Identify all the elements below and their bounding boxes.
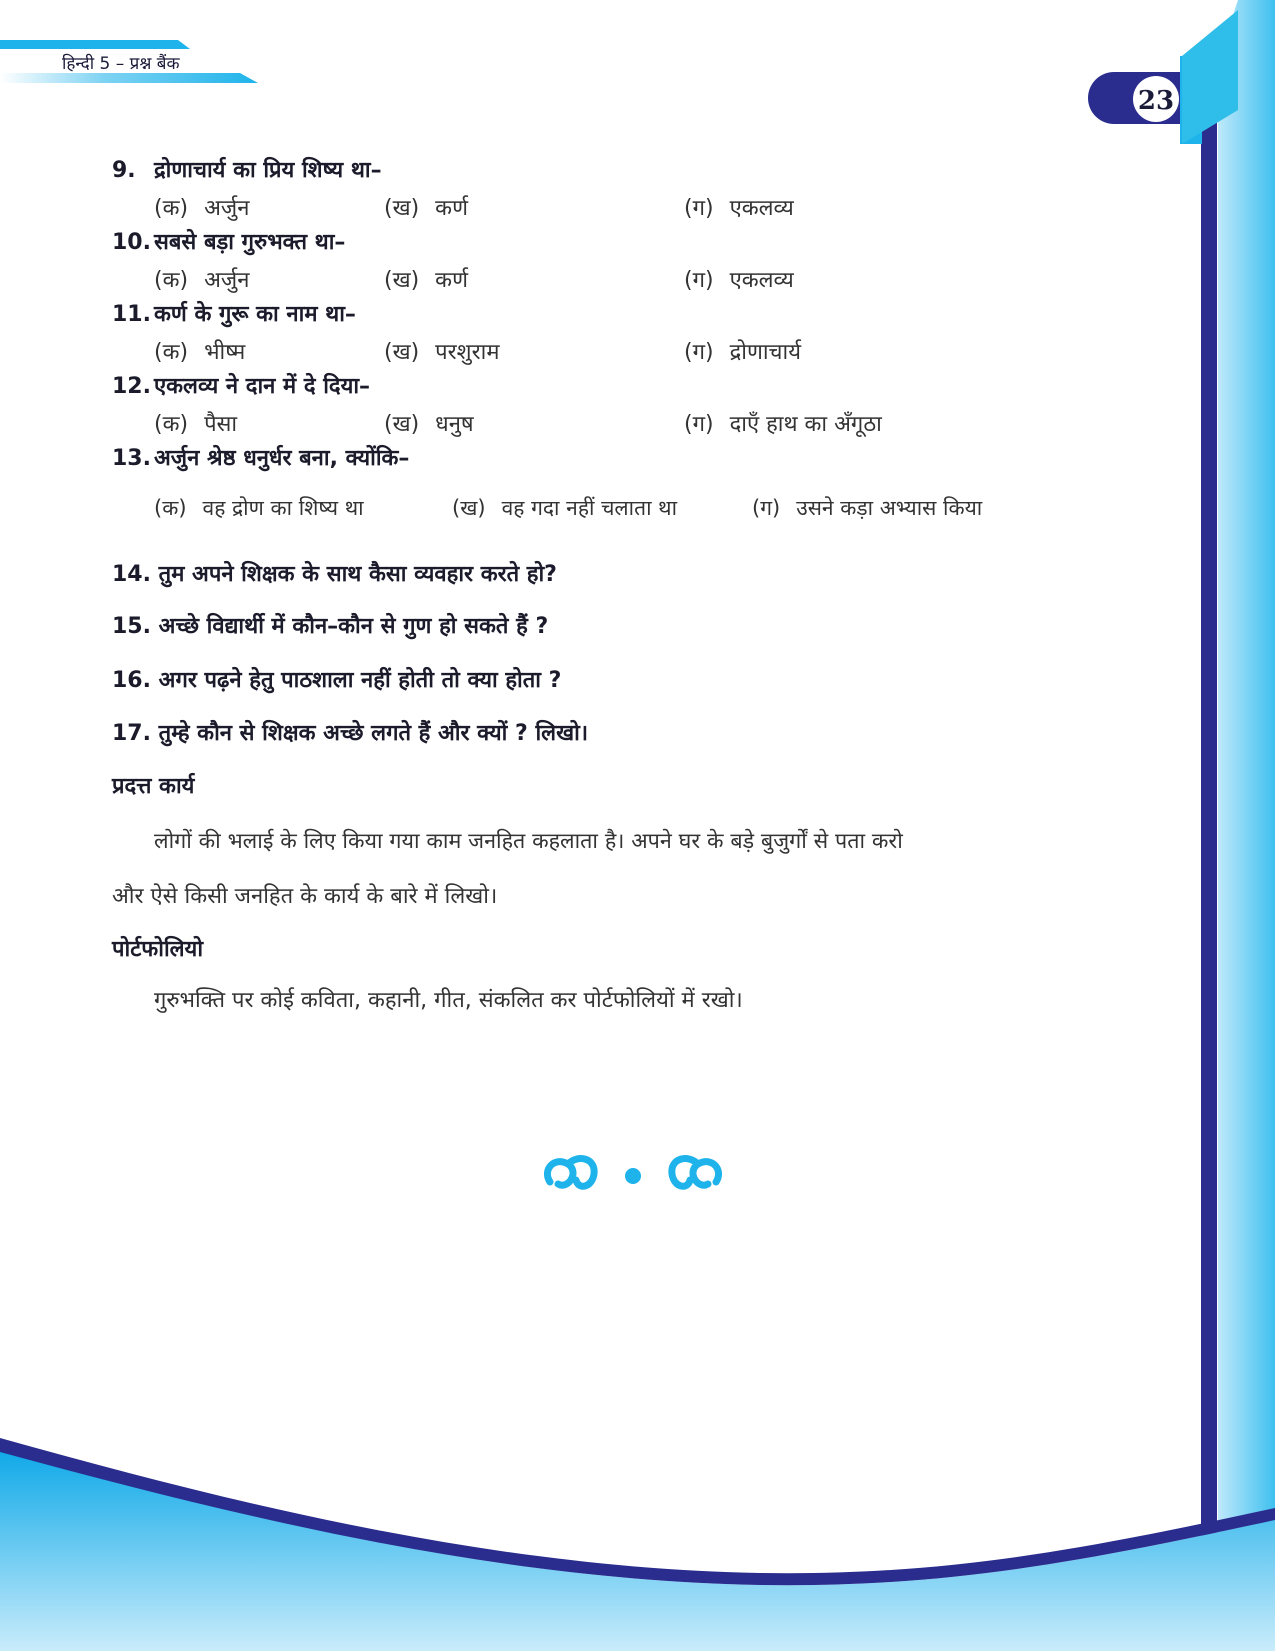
question-16	[112, 654, 1172, 708]
question-text: तुम्हे कौन से शिक्षक अच्छे लगते हैं और क्यों ? लिखो।	[158, 721, 589, 746]
question-text: तुम अपने शिक्षक के साथ कैसा व्यवहार करते हो?	[158, 562, 557, 587]
option-text: धनुष	[435, 412, 474, 437]
question-14	[112, 550, 1172, 600]
question-text: एकलव्य ने दान में दे दिया–	[154, 374, 371, 399]
option-a	[154, 192, 249, 222]
option-text: अर्जुन	[204, 196, 250, 221]
option-text: अर्जुन	[204, 268, 250, 293]
options-12	[112, 402, 1172, 444]
option-tag: (क)	[154, 268, 189, 293]
option-text: कर्ण	[435, 196, 468, 221]
question-text: अर्जुन श्रेष्ठ धनुर्धर बना, क्योंकि–	[154, 446, 410, 471]
option-c	[752, 494, 982, 522]
question-11	[112, 300, 1172, 330]
option-b	[452, 494, 677, 522]
option-b	[384, 192, 468, 222]
option-text: वह द्रोण का शिष्य था	[202, 496, 364, 520]
question-13	[112, 444, 1172, 474]
option-tag: (ख)	[384, 340, 420, 365]
page-number: 23	[1137, 86, 1175, 116]
option-text: भीष्म	[204, 340, 246, 365]
question-number: 16.	[112, 668, 151, 693]
option-tag: (ख)	[384, 268, 420, 293]
question-15	[112, 600, 1172, 654]
question-number: 12.	[112, 374, 151, 399]
option-a	[154, 408, 237, 438]
question-text: अगर पढ़ने हेतु पाठशाला नहीं होती तो क्या होता ?	[158, 668, 562, 693]
option-tag: (क)	[154, 496, 187, 520]
question-number: 10.	[112, 230, 151, 255]
question-10	[112, 228, 1172, 258]
option-tag: (ख)	[384, 412, 420, 437]
option-c	[684, 336, 801, 366]
option-tag: (ग)	[684, 340, 714, 365]
question-text: सबसे बड़ा गुरुभक्त था–	[154, 230, 346, 255]
question-number: 14.	[112, 562, 151, 587]
option-a	[154, 264, 249, 294]
assignment-line-1: लोगों की भलाई के लिए किया गया काम जनहित कहलाता है। अपने घर के बड़े बुजुर्गों से पता करो	[154, 829, 903, 854]
option-tag: (ग)	[752, 496, 781, 520]
option-tag: (ख)	[452, 496, 486, 520]
ornament-divider-icon	[538, 1150, 728, 1200]
main-content	[112, 156, 1172, 1026]
option-tag: (क)	[154, 340, 189, 365]
portfolio-heading: पोर्टफोलियो	[112, 937, 204, 962]
option-text: उसने कड़ा अभ्यास किया	[796, 496, 983, 520]
assignment-line-2: और ऐसे किसी जनहित के कार्य के बारे में लिखो।	[112, 884, 498, 909]
option-a	[154, 494, 364, 522]
options-13	[112, 474, 1172, 536]
question-12	[112, 372, 1172, 402]
option-text: एकलव्य	[729, 196, 794, 221]
option-tag: (क)	[154, 412, 189, 437]
option-text: दाएँ हाथ का अँगूठा	[729, 412, 882, 437]
question-number: 15.	[112, 614, 151, 639]
option-text: पैसा	[204, 412, 238, 437]
option-c	[684, 264, 794, 294]
question-number: 17.	[112, 721, 151, 746]
option-tag: (ग)	[684, 268, 714, 293]
option-tag: (ग)	[684, 412, 714, 437]
option-tag: (ख)	[384, 196, 420, 221]
option-tag: (ग)	[684, 196, 714, 221]
options-9	[112, 186, 1172, 228]
option-text: वह गदा नहीं चलाता था	[501, 496, 678, 520]
option-text: द्रोणाचार्य	[729, 340, 801, 365]
option-b	[384, 336, 499, 366]
option-c	[684, 408, 882, 438]
option-b	[384, 408, 474, 438]
question-text: अच्छे विद्यार्थी में कौन–कौन से गुण हो सकते हैं ?	[158, 614, 549, 639]
assignment-heading: प्रदत्त कार्य	[112, 774, 195, 799]
options-10	[112, 258, 1172, 300]
question-number: 9.	[112, 158, 136, 183]
option-text: परशुराम	[435, 340, 500, 365]
option-b	[384, 264, 468, 294]
question-text: द्रोणाचार्य का प्रिय शिष्य था–	[154, 158, 382, 183]
assignment-text	[112, 814, 1172, 924]
option-text: कर्ण	[435, 268, 468, 293]
options-11	[112, 330, 1172, 372]
question-number: 11.	[112, 302, 151, 327]
option-a	[154, 336, 245, 366]
question-text: कर्ण के गुरू का नाम था–	[154, 302, 356, 327]
option-tag: (क)	[154, 196, 189, 221]
question-9	[112, 156, 1172, 186]
option-text: एकलव्य	[729, 268, 794, 293]
question-number: 13.	[112, 446, 151, 471]
book-title: हिन्दी 5 – प्रश्न बैंक	[62, 54, 180, 74]
question-17	[112, 708, 1172, 760]
portfolio-text: गुरुभक्ति पर कोई कविता, कहानी, गीत, संकलित कर पोर्टफोलियों में रखो।	[154, 988, 743, 1013]
option-c	[684, 192, 794, 222]
